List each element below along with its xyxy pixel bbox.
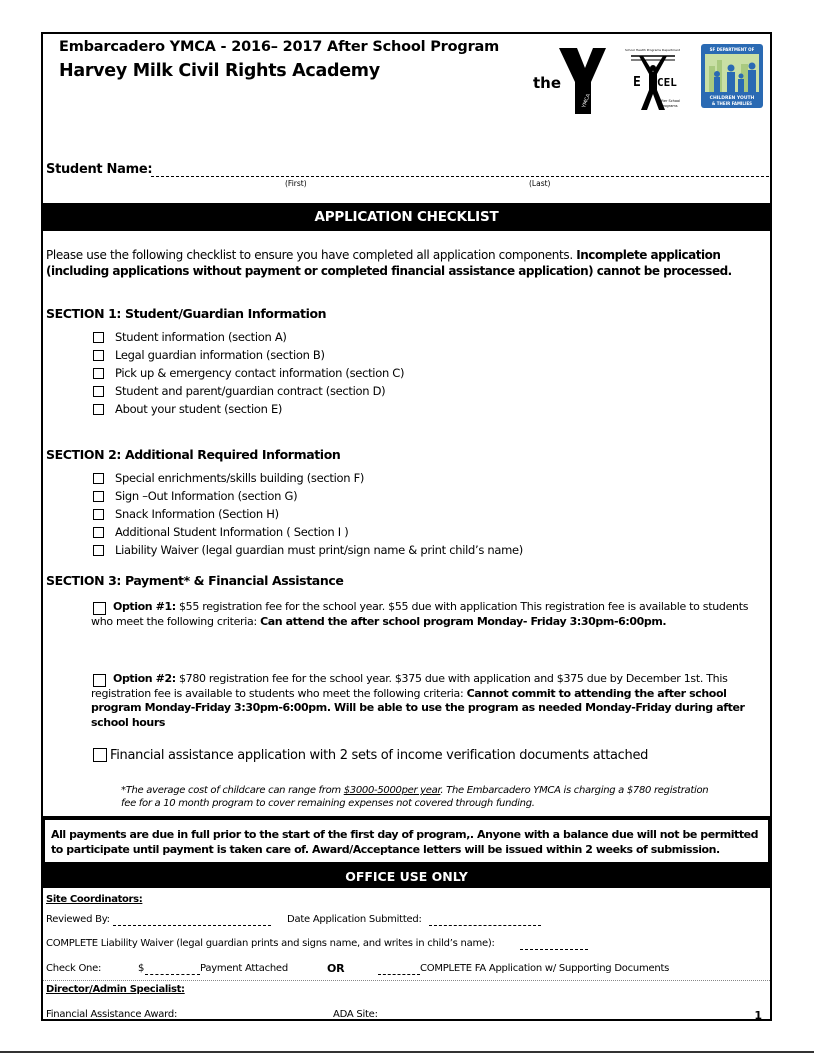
dollar-sign: $ [138, 963, 145, 974]
student-name-label: Student Name: [46, 162, 153, 177]
payment-amount-field[interactable] [145, 974, 200, 975]
svg-text:Programs: Programs [661, 104, 678, 108]
intro-text: Please use the following checklist to ensure you have completed all application components. [46, 248, 577, 262]
check-one-label: Check One: [46, 963, 102, 974]
reviewed-by-field[interactable] [113, 925, 271, 926]
section3-title: SECTION 3: Payment* & Financial Assistance [46, 573, 344, 588]
page-bottom-rule [0, 1051, 814, 1053]
excel-logo-icon [623, 46, 683, 114]
checklist-item-label: Pick up & emergency contact information (section C) [115, 366, 405, 380]
liability-complete-label: COMPLETE Liability Waiver (legal guardian prints and signs name, and writes in child’s name): [46, 938, 495, 949]
cost-range: $3000-5000per year [343, 785, 441, 796]
ymca-logo-the-text: the [533, 74, 562, 92]
checkbox-about-student[interactable] [93, 404, 104, 415]
option1-text: Option #1: $55 registration fee for the school year. $55 due with application This registration fee is available to students who meet the following criteria: Can attend the after school program Monday- Friday 3:30pm-6:00pm. [91, 600, 749, 628]
director-heading: Director/Admin Specialist: [46, 984, 185, 995]
option2-label: Option #2: [113, 672, 176, 685]
application-page [41, 32, 772, 1021]
svg-text:YMCA: YMCA [581, 93, 592, 109]
checkbox-pickup-emergency[interactable] [93, 368, 104, 379]
payment-attached-label: Payment Attached [200, 963, 288, 974]
payment-notice-box [41, 816, 772, 866]
checkbox-contract[interactable] [93, 386, 104, 397]
fa-complete-label: COMPLETE FA Application w/ Supporting Documents [420, 963, 670, 974]
checklist-item-label: Special enrichments/skills building (section F) [115, 471, 365, 485]
option2-text: Option #2: $780 registration fee for the school year. $375 due with application and $375 due by December 1st. This registration fee is available to students who meet the following criteria: Cannot commit to attending the after school program Monday-Friday 3:30pm-6:00pm. Will be able to use the program as needed Monday-Friday during after school hours [91, 672, 745, 729]
financial-assistance-label: Financial assistance application with 2 sets of income verification documents attached [110, 748, 649, 763]
student-name-field[interactable] [151, 176, 769, 177]
date-submitted-label: Date Application Submitted: [287, 914, 422, 925]
checklist-item-label: Student and parent/guardian contract (section D) [115, 384, 386, 398]
application-checklist-header: APPLICATION CHECKLIST [41, 203, 772, 231]
or-label: OR [327, 962, 345, 975]
svg-text:School Health Programs Departm: School Health Programs Department [625, 48, 681, 52]
page-number: 1 [754, 1009, 762, 1022]
svg-text:E: E [633, 75, 641, 90]
section2-title: SECTION 2: Additional Required Information [46, 447, 341, 462]
checklist-item-label: Additional Student Information ( Section I ) [115, 525, 349, 539]
svg-text:CEL: CEL [657, 76, 677, 89]
office-use-only-header: OFFICE USE ONLY [41, 866, 772, 888]
checkbox-liability-waiver[interactable] [93, 545, 104, 556]
fa-award-field[interactable] [187, 1020, 321, 1021]
checklist-item-label: Sign –Out Information (section G) [115, 489, 298, 503]
divider [43, 980, 770, 981]
checkbox-additional-student[interactable] [93, 527, 104, 538]
checklist-item-label: Legal guardian information (section B) [115, 348, 325, 362]
section1-title: SECTION 1: Student/Guardian Information [46, 306, 327, 321]
checkbox-financial-assistance[interactable] [93, 748, 107, 762]
checklist-item-label: Snack Information (Section H) [115, 507, 279, 521]
program-title: Embarcadero YMCA - 2016– 2017 After School Program [59, 39, 500, 55]
option1-label: Option #1: [113, 600, 176, 613]
svg-text:After School: After School [659, 99, 681, 103]
checklist-intro [46, 247, 768, 279]
svg-text:CHILDREN YOUTH: CHILDREN YOUTH [709, 96, 755, 101]
fa-application-field[interactable] [378, 974, 420, 975]
school-title: Harvey Milk Civil Rights Academy [59, 61, 380, 81]
checkbox-student-information[interactable] [93, 332, 104, 343]
reviewed-by-label: Reviewed By: [46, 914, 110, 925]
checklist-item-label: Liability Waiver (legal guardian must print/sign name & print child’s name) [115, 543, 523, 557]
ada-site-label: ADA Site: [333, 1009, 378, 1020]
liability-complete-field[interactable] [520, 949, 588, 950]
checklist-item-label: About your student (section E) [115, 402, 283, 416]
payment-notice-text: All payments are due in full prior to the start of the first day of program,. Anyone with a balance due will not be permitted to participate until payment is taken care of. Award/Acceptance letters will be issued within 2 weeks of submission. [51, 828, 759, 856]
last-name-caption: (Last) [529, 179, 551, 188]
site-coordinators-heading: Site Coordinators: [46, 894, 143, 905]
checkbox-snack[interactable] [93, 509, 104, 520]
checklist-item-label: Student information (section A) [115, 330, 287, 344]
svg-text:& THEIR FAMILIES: & THEIR FAMILIES [711, 101, 753, 106]
ymca-logo-icon [531, 42, 606, 114]
dcyf-logo-icon [701, 44, 763, 108]
date-submitted-field[interactable] [429, 925, 541, 926]
checkbox-sign-out[interactable] [93, 491, 104, 502]
fa-award-label: Financial Assistance Award: [46, 1009, 178, 1020]
ada-site-field[interactable] [381, 1020, 537, 1021]
checkbox-legal-guardian[interactable] [93, 350, 104, 361]
cost-footnote: *The average cost of childcare can range from $3000-5000per year. The Embarcadero YMCA is charging a $780 registration fee for a 10 month program to cover remaining expenses not covered through funding. [121, 785, 709, 809]
intro-warning: Incomplete application (including applications without payment or completed financial assistance application) cannot be processed. [46, 248, 732, 278]
checkbox-special-enrichments[interactable] [93, 473, 104, 484]
first-name-caption: (First) [285, 179, 307, 188]
svg-text:SF DEPARTMENT OF: SF DEPARTMENT OF [709, 47, 755, 52]
